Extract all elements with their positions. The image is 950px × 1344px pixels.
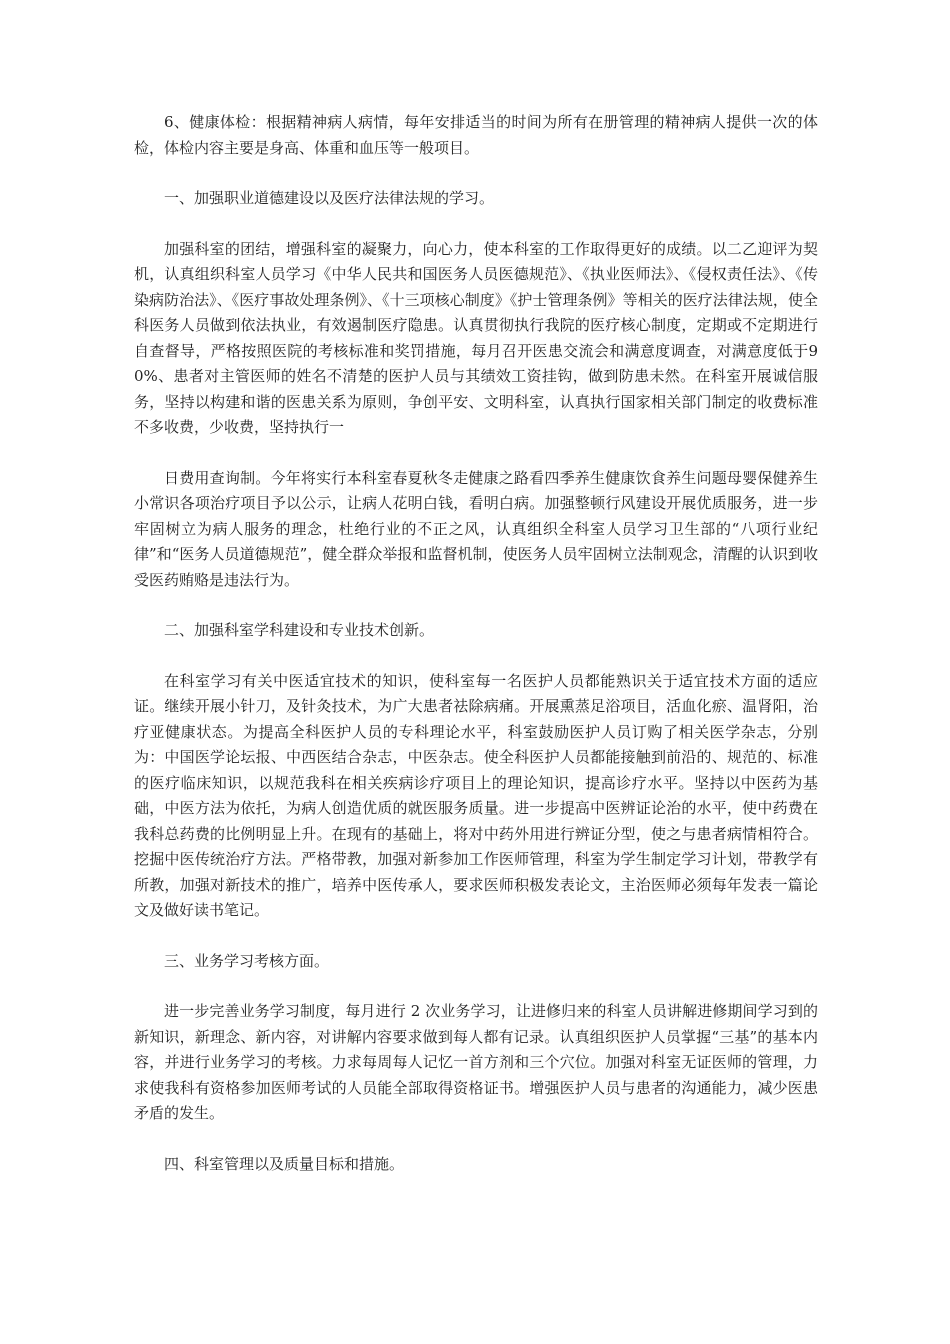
section-heading-4: 四、科室管理以及质量目标和措施。	[164, 1154, 405, 1173]
paragraph-ethics-law: 加强科室的团结，增强科室的凝聚力，向心力，使本科室的工作取得更好的成绩。以二乙迎评为契机，认真组织科室人员学习《中华人民共和国医务人员医德规范》、《执业医师法》、《侵权责任法》、《传染病防治法》、《医疗事故处理条例》、《十三项核心制度》《护士管理条例》等相关的医疗法律法规，使全科医务人员做到依法执业，有效遏制医疗隐患。认真贯彻执行我院的医疗核心制度，定期或不定期进行自查督导，严格按照医院的考核标准和奖罚措施，每月召开医患交流会和满意度调查，对满意度低于90%、患者对主管医师的姓名不清楚的医护人员与其绩效工资挂钩，做到防患未然。在科室开展诚信服务，坚持以构建和谐的医患关系为原则，争创平安、文明科室，认真执行国家相关部门制定的收费标准不多收费，少收费，坚持执行一	[134, 239, 818, 436]
section-heading-2: 二、加强科室学科建设和专业技术创新。	[164, 621, 435, 639]
paragraph-fee-inquiry: 日费用查询制。今年将实行本科室春夏秋冬走健康之路看四季养生健康饮食养生问题母婴保健养生小常识各项治疗项目予以公示，让病人花明白钱，看明白病。加强整顿行风建设开展优质服务，进一步牢固树立为病人服务的理念，杜绝行业的不正之风，认真组织全科室人员学习卫生部的“八项行业纪律”和“医务人员道德规范”，健全群众举报和监督机制，使医务人员牢固树立法制观念，清醒的认识到收受医药贿赂是违法行为。	[134, 468, 818, 589]
document-body	[134, 110, 818, 1202]
paragraph-health-checkup: 6、健康体检：根据精神病人病情，每年安排适当的时间为所有在册管理的精神病人提供一次的体检，体检内容主要是身高、体重和血压等一般项目。	[134, 113, 818, 157]
paragraph-study-assessment: 进一步完善业务学习制度，每月进行 2 次业务学习，让进修归来的科室人员讲解进修期间学习到的新知识，新理念、新内容，对讲解内容要求做到每人都有记录。认真组织医护人员掌握“三基”的基本内容，并进行业务学习的考核。力求每周每人记忆一首方剂和三个穴位。加强对科室无证医师的管理，力求使我科有资格参加医师考试的人员能全部取得资格证书。增强医护人员与患者的沟通能力，减少医患矛盾的发生。	[134, 1002, 818, 1122]
paragraph-discipline-construction: 在科室学习有关中医适宜技术的知识，使科室每一名医护人员都能熟识关于适宜技术方面的适应证。继续开展小针刀，及针灸技术，为广大患者祛除病痛。开展熏蒸足浴项目，活血化瘀、温肾阳，治疗亚健康状态。为提高全科医护人员的专科理论水平，科室鼓励医护人员订购了相关医学杂志，分别为：中国医学论坛报、中西医结合杂志，中医杂志。使全科医护人员都能接触到前沿的、规范的、标准的医疗临床知识，以规范我科在相关疾病诊疗项目上的理论知识，提高诊疗水平。坚持以中医药为基础，中医方法为依托，为病人创造优质的就医服务质量。进一步提高中医辨证论治的水平，使中药费在我科总药费的比例明显上升。在现有的基础上，将对中药外用进行辨证分型，使之与患者病情相符合。挖掘中医传统治疗方法。严格带教，加强对新参加工作医师管理，科室为学生制定学习计划，带教学有所教，加强对新技术的推广，培养中医传承人，要求医师积极发表论文，主治医师必须每年发表一篇论文及做好读书笔记。	[134, 671, 818, 919]
section-heading-3: 三、业务学习考核方面。	[164, 951, 330, 970]
section-heading-1: 一、加强职业道德建设以及医疗法律法规的学习。	[164, 189, 495, 207]
